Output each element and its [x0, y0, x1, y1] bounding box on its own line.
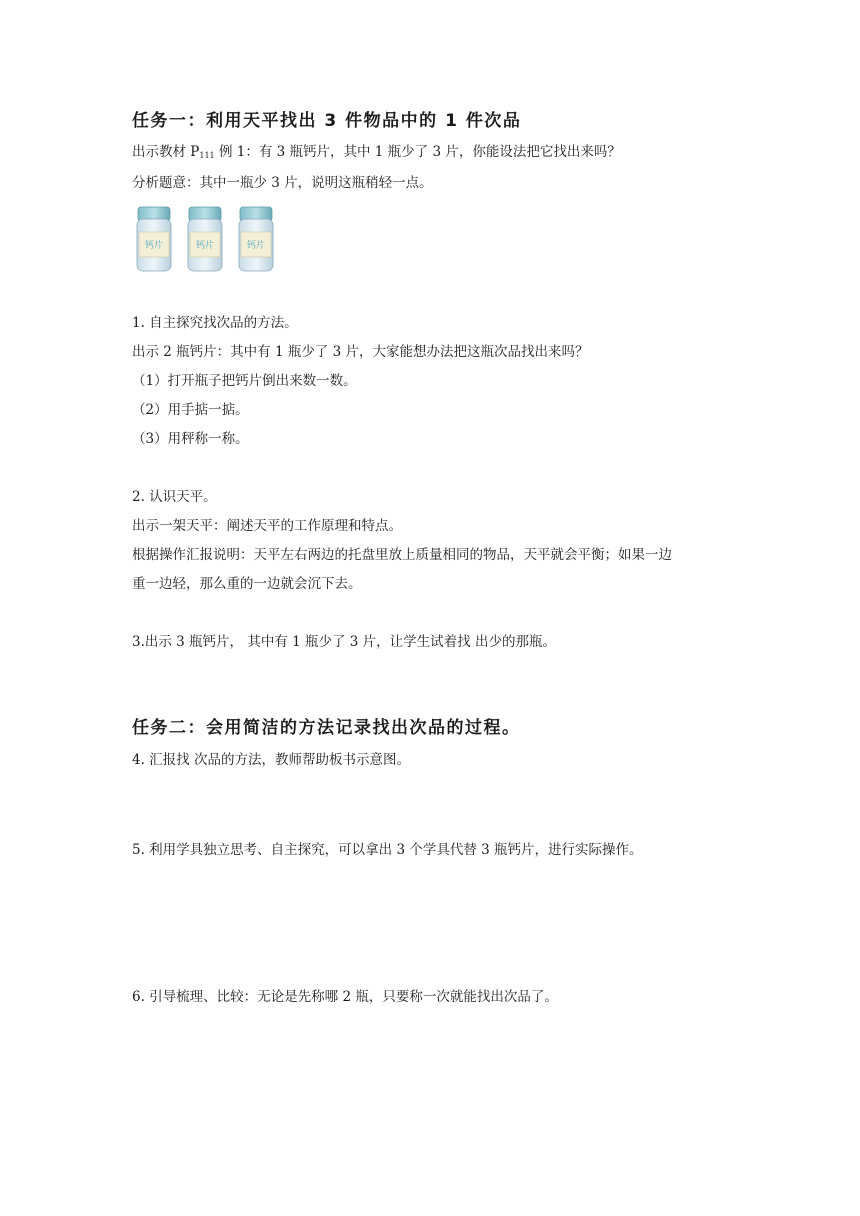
bottle-1: [137, 207, 171, 271]
task1-analysis: 分析题意：其中一瓶少 3 片，说明这瓶稍轻一点。: [132, 175, 433, 191]
step1-question: 出示 2 瓶钙片：其中有 1 瓶少了 3 片，大家能想办法把这瓶次品找出来吗？: [132, 344, 589, 360]
bottle-1-label: 钙片: [144, 241, 164, 251]
step1-title: 1. 自主探究找次品的方法。: [132, 315, 298, 331]
step2-line-2a: 根据操作汇报说明：天平左右两边的托盘里放上质量相同的物品，天平就会平衡；如果一边: [132, 547, 672, 563]
step2-line-2b: 重一边轻，那么重的一边就会沉下去。: [132, 576, 362, 592]
task1-intro: [132, 142, 621, 166]
intro-prefix: 出示教材 P: [132, 144, 200, 160]
bottle-3: [239, 207, 273, 271]
intro-suffix: 例 1：有 3 瓶钙片，其中 1 瓶少了 3 片，你能设法把它找出来吗？: [214, 144, 621, 160]
step4-line: 4. 汇报找 次品的方法，教师帮助板书示意图。: [132, 752, 410, 768]
step5-line: 5. 利用学具独立思考、自主探究，可以拿出 3 个学具代替 3 瓶钙片，进行实际操作。: [132, 842, 643, 858]
bottle-3-label: 钙片: [246, 241, 266, 251]
step1-option-1: （1）打开瓶子把钙片倒出来数一数。: [132, 373, 357, 389]
step1-option-3: （3）用秤称一称。: [132, 431, 249, 447]
task1-title: 任务一：利用天平找出 3 件物品中的 1 件次品: [132, 111, 522, 131]
step6-line: 6. 引导梳理、比较：无论是先称哪 2 瓶，只要称一次就能找出次品了。: [132, 989, 558, 1005]
step3-line: 3.出示 3 瓶钙片， 其中有 1 瓶少了 3 片，让学生试着找 出少的那瓶。: [132, 634, 556, 650]
step2-line-1: 出示一架天平：阐述天平的工作原理和特点。: [132, 518, 402, 534]
task2-title: 任务二：会用简洁的方法记录找出次品的过程。: [132, 718, 521, 738]
step2-title: 2. 认识天平。: [132, 489, 217, 505]
bottle-2-label: 钙片: [195, 241, 215, 251]
step1-option-2: （2）用手掂一掂。: [132, 402, 249, 418]
three-bottles-illustration: [134, 205, 284, 275]
bottle-2: [188, 207, 222, 271]
intro-page-sub: 111: [199, 151, 215, 160]
